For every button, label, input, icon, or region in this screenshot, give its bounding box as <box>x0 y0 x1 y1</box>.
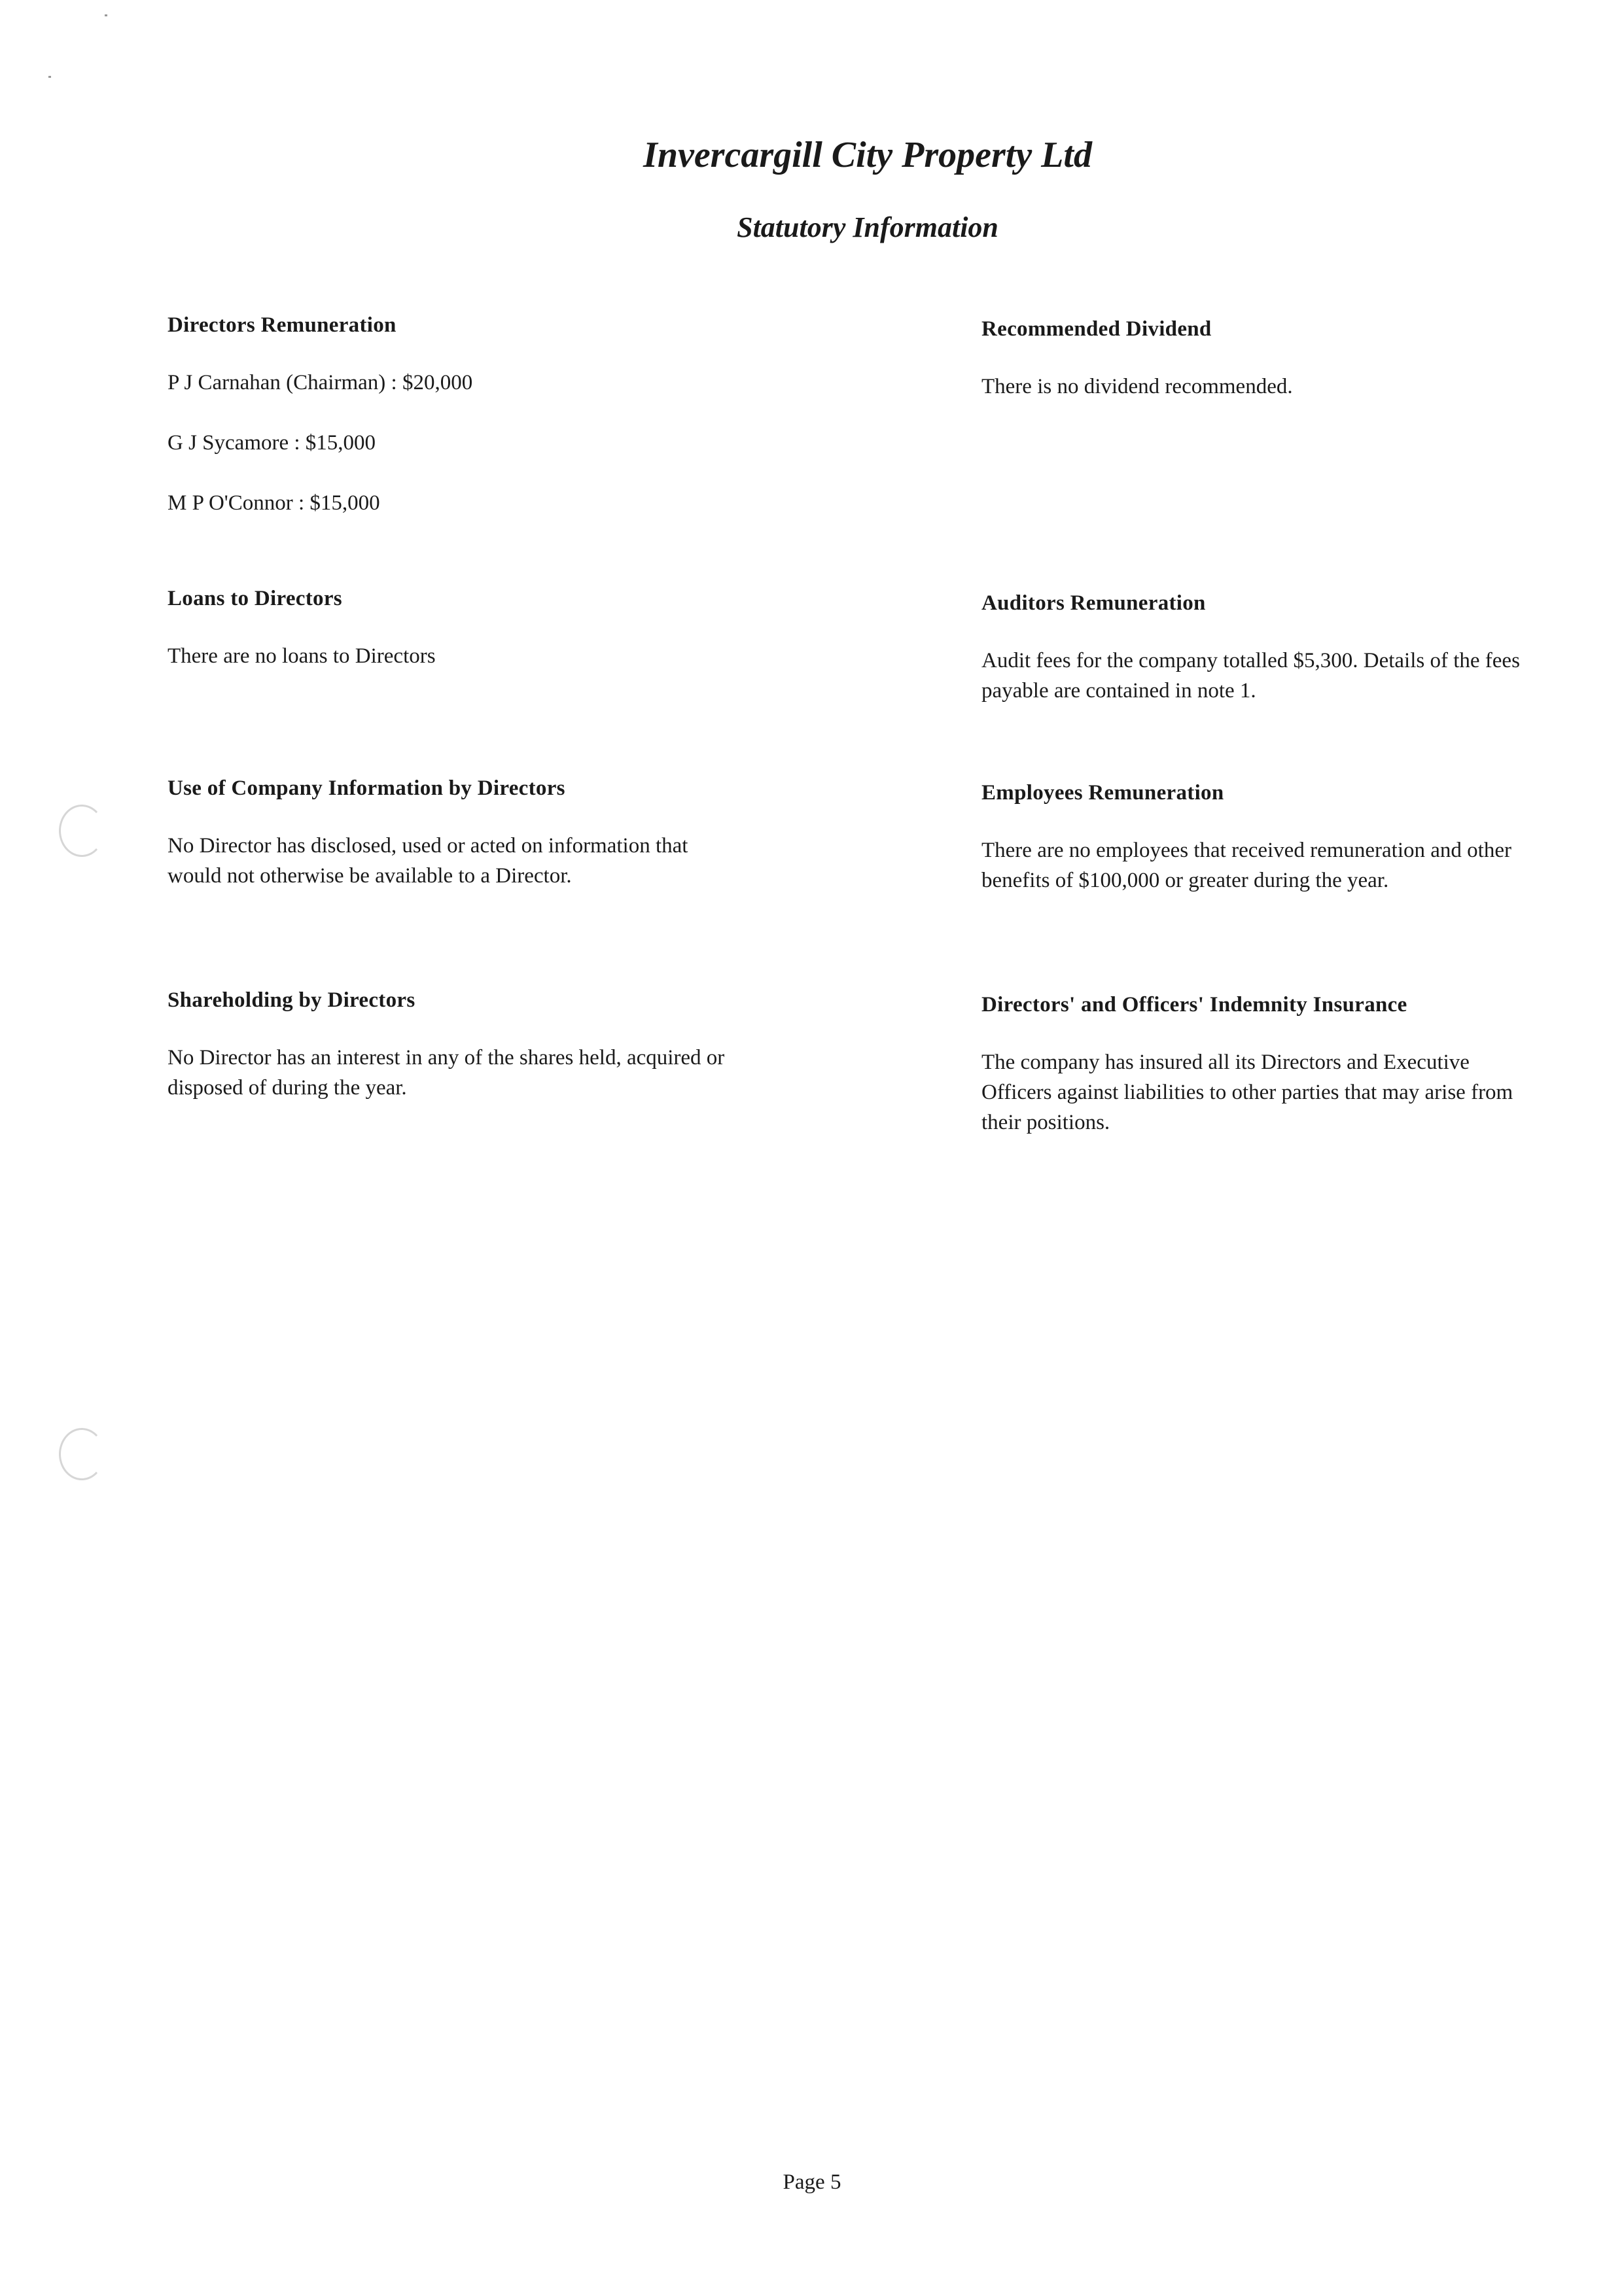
section-text: There is no dividend recommended. <box>981 374 1293 398</box>
section-text: No Director has disclosed, used or acted on information that would not otherwise be available to a Director. <box>168 833 688 888</box>
directors-remuneration-section <box>168 313 730 548</box>
section-text: Audit fees for the company totalled $5,300. Details of the fees payable are contained in note 1. <box>981 648 1520 703</box>
section-heading: Loans to Directors <box>168 587 342 610</box>
section-heading: Directors' and Officers' Indemnity Insurance <box>981 993 1407 1017</box>
shareholding-section <box>168 988 730 1133</box>
director-fee-line: M P O'Connor : $15,000 <box>168 491 380 515</box>
company-title: Invercargill City Property Ltd <box>643 135 1092 175</box>
indemnity-insurance-section <box>981 992 1531 1168</box>
director-fee-line: P J Carnahan (Chairman) : $20,000 <box>168 370 473 394</box>
section-text: The company has insured all its Directors and Executive Officers against liabilities to other parties that may arise from their positions. <box>981 1050 1513 1134</box>
punch-hole-mark <box>59 1428 105 1480</box>
scan-speck <box>48 76 51 78</box>
auditors-remuneration-section <box>981 591 1531 736</box>
section-heading: Use of Company Information by Directors <box>168 776 565 800</box>
section-heading: Directors Remuneration <box>168 313 397 337</box>
loans-to-directors-section <box>168 586 730 701</box>
scan-speck <box>105 14 107 16</box>
section-text: There are no employees that received remuneration and other benefits of $100,000 or greater during the year. <box>981 838 1511 892</box>
director-fee-line: G J Sycamore : $15,000 <box>168 430 376 455</box>
section-heading: Shareholding by Directors <box>168 988 415 1012</box>
employees-remuneration-section <box>981 780 1531 926</box>
page-subtitle: Statutory Information <box>737 211 998 243</box>
section-text: There are no loans to Directors <box>168 644 436 668</box>
page-number: Page 5 <box>783 2170 841 2194</box>
section-heading: Recommended Dividend <box>981 317 1212 341</box>
recommended-dividend-section <box>981 317 1531 432</box>
use-of-information-section <box>168 776 704 921</box>
section-heading: Auditors Remuneration <box>981 591 1206 615</box>
punch-hole-mark <box>59 805 105 857</box>
section-text: No Director has an interest in any of the shares held, acquired or disposed of during the year. <box>168 1045 725 1100</box>
section-heading: Employees Remuneration <box>981 781 1224 805</box>
